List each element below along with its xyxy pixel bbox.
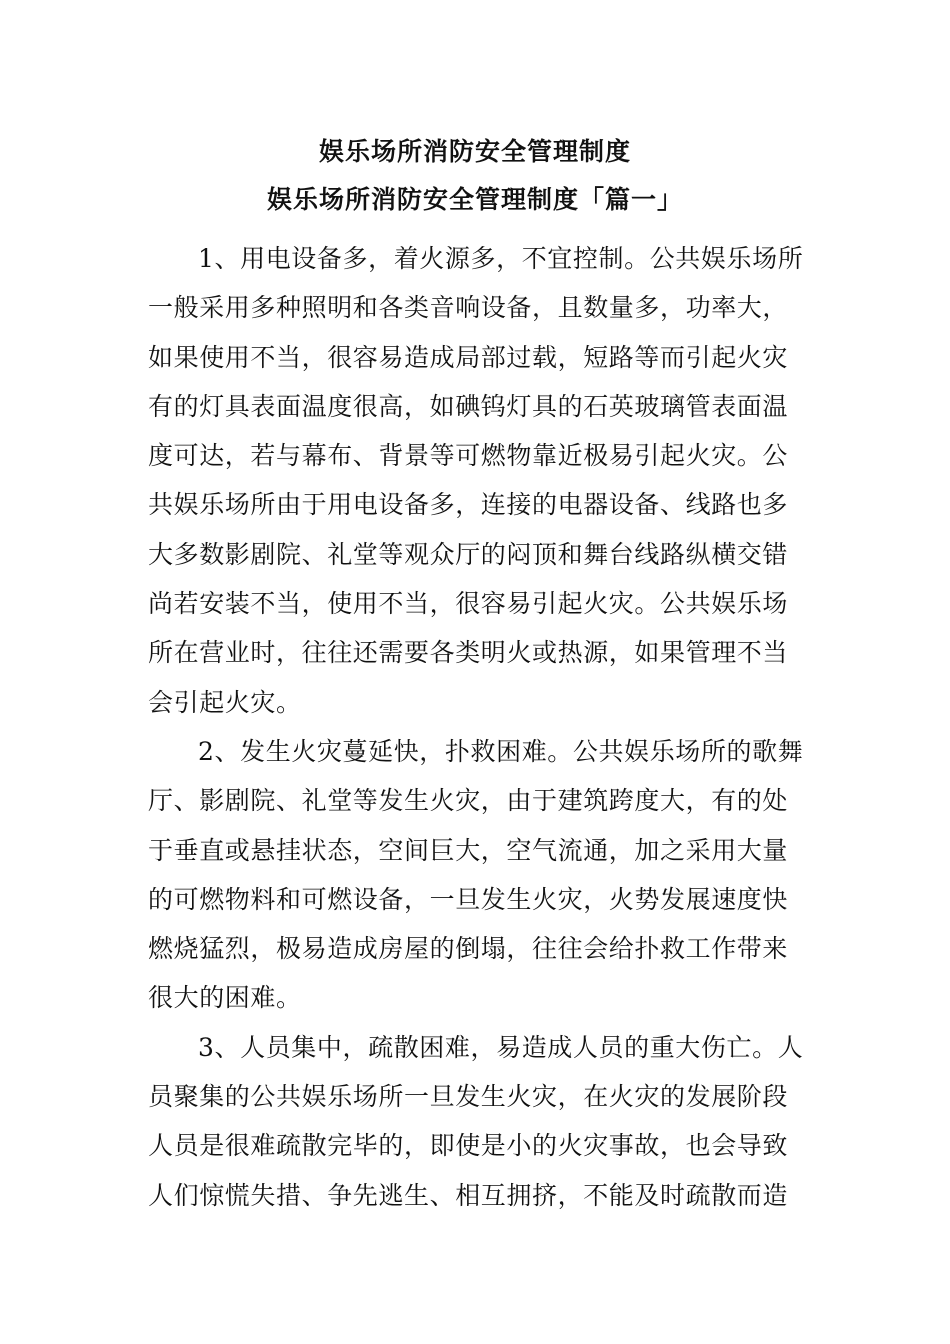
paragraph-line: 人们惊慌失措、争先逃生、相互拥挤，不能及时疏散而造 [148,1180,789,1210]
paragraph-line: 尚若安装不当，使用不当，很容易引起火灾。公共娱乐场 [148,589,789,619]
paragraph-line: 所在营业时，往往还需要各类明火或热源，如果管理不当 [148,638,789,668]
paragraph-2 [148,727,808,1023]
paragraph-3 [148,1023,808,1220]
paragraph-line: 度可达，若与幕布、背景等可燃物靠近极易引起火灾。公 [148,441,789,471]
paragraph-line: 大多数影剧院、礼堂等观众厅的闷顶和舞台线路纵横交错 [148,539,789,569]
paragraph-line: 的可燃物料和可燃设备，一旦发生火灾，火势发展速度快 [148,884,789,914]
paragraph-line: 共娱乐场所由于用电设备多，连接的电器设备、线路也多 [148,490,789,520]
paragraph-line: 如果使用不当，很容易造成局部过载，短路等而引起火灾 [148,342,789,372]
paragraph-line: 员聚集的公共娱乐场所一旦发生火灾，在火灾的发展阶段 [148,1082,789,1112]
document-subtitle: 娱乐场所消防安全管理制度「篇一」 [266,185,683,214]
paragraph-line: 3、人员集中，疏散困难，易造成人员的重大伤亡。人 [198,1032,804,1062]
paragraph-line: 会引起火灾。 [148,687,302,717]
paragraph-line: 燃烧猛烈，极易造成房屋的倒塌，往往会给扑救工作带来 [148,934,789,964]
document-body [148,234,808,1220]
paragraph-line: 厅、影剧院、礼堂等发生火灾，由于建筑跨度大，有的处 [148,786,789,816]
paragraph-line: 很大的困难。 [148,983,302,1013]
document-title: 娱乐场所消防安全管理制度 [318,137,631,166]
paragraph-1 [148,234,808,727]
paragraph-line: 2、发生火灾蔓延快，扑救困难。公共娱乐场所的歌舞 [198,736,804,766]
paragraph-line: 人员是很难疏散完毕的，即使是小的火灾事故，也会导致 [148,1131,789,1161]
paragraph-line: 于垂直或悬挂状态，空间巨大，空气流通，加之采用大量 [148,835,789,865]
paragraph-line: 一般采用多种照明和各类音响设备，且数量多，功率大， [148,293,789,323]
paragraph-line: 有的灯具表面温度很高，如碘钨灯具的石英玻璃管表面温 [148,391,789,421]
paragraph-line: 1、用电设备多，着火源多，不宜控制。公共娱乐场所 [198,244,804,273]
